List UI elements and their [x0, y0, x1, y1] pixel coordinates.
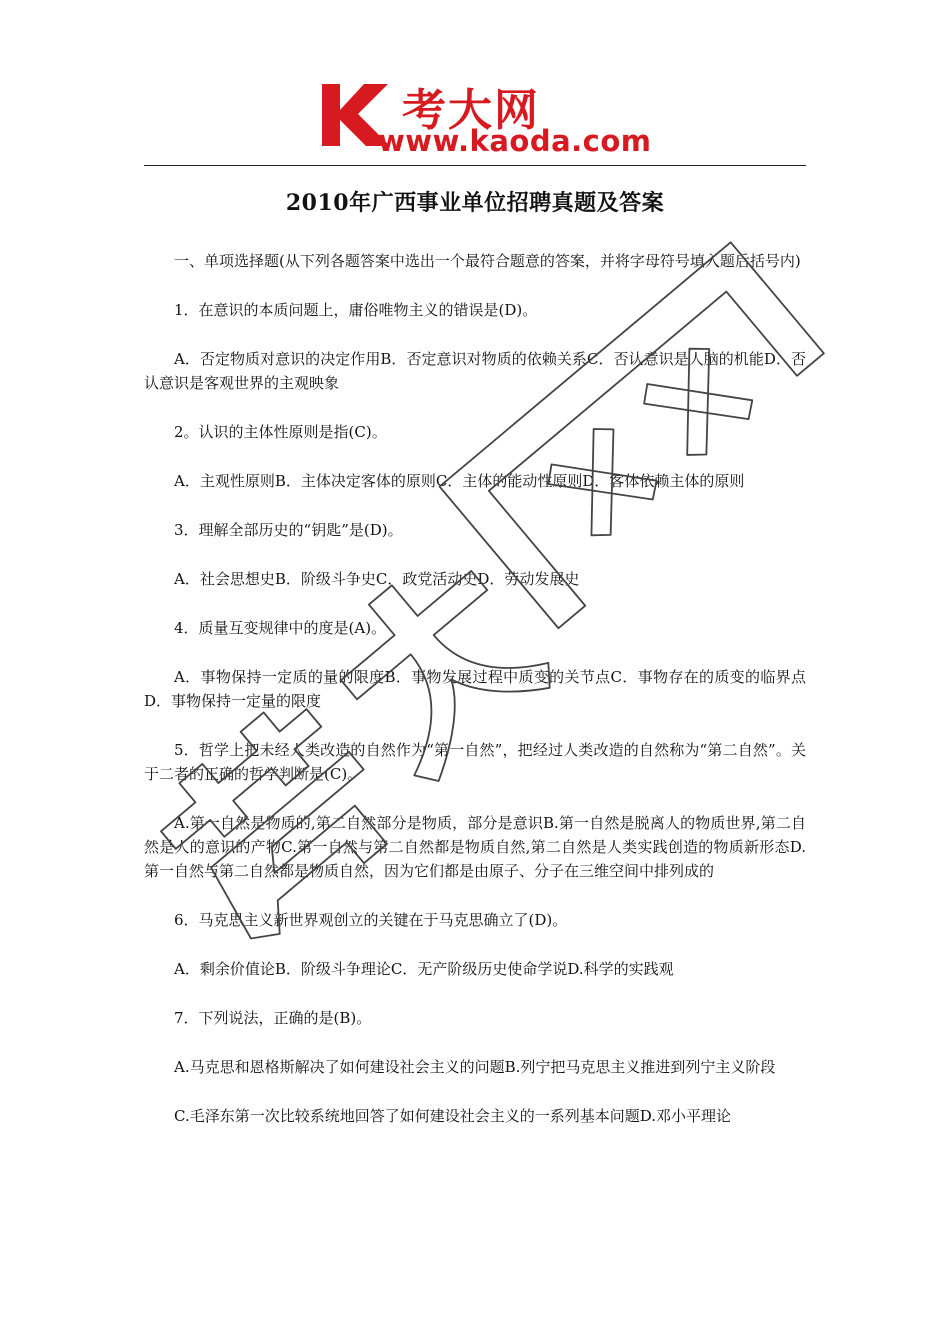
options-7a: A.马克思和恩格斯解决了如何建设社会主义的问题B.列宁把马克思主义推进到列宁主义阶段	[174, 1058, 776, 1076]
section-heading: 一、单项选择题(从下列各题答案中选出一个最符合题意的答案，并将字母符号填入题后括号内)	[174, 252, 801, 270]
options-1: A．否定物质对意识的决定作用B．否定意识对物质的依赖关系C．否认意识是人脑的机能D．否认意识是客观世界的主观映象	[144, 350, 806, 392]
question-4: 4．质量互变规律中的度是(A)。	[174, 619, 387, 637]
options-2: A．主观性原则B．主体决定客体的原则C．主体的能动性原则D．客体依赖主体的原则	[174, 472, 745, 490]
question-6: 6．马克思主义新世界观创立的关键在于马克思确立了(D)。	[174, 911, 568, 929]
question-2: 2。认识的主体性原则是指(C)。	[174, 423, 387, 441]
question-7: 7．下列说法，正确的是(B)。	[174, 1009, 372, 1027]
kaoda-logo	[318, 78, 658, 160]
options-4: A．事物保持一定质的量的限度B．事物发展过程中质变的关节点C．事物存在的质变的临界点D．事物保持一定量的限度	[144, 668, 806, 710]
document-body	[144, 249, 806, 1153]
logo-url: www.kaoda.com	[378, 124, 652, 158]
options-6: A．剩余价值论B．阶级斗争理论C．无产阶级历史使命学说D.科学的实践观	[174, 960, 674, 978]
document-title: 2010年广西事业单位招聘真题及答案	[285, 190, 665, 216]
options-7b: C.毛泽东第一次比较系统地回答了如何建设社会主义的一系列基本问题D.邓小平理论	[174, 1107, 731, 1125]
options-3: A．社会思想史B．阶级斗争史C．政党活动史D．劳动发展史	[174, 570, 580, 588]
question-1: 1．在意识的本质问题上，庸俗唯物主义的错误是(D)。	[174, 301, 538, 319]
question-5: 5．哲学上把未经人类改造的自然作为“第一自然”，把经过人类改造的自然称为“第二自然”。关于二者的正确的哲学判断是(C)。	[144, 741, 806, 783]
header-divider	[144, 165, 806, 166]
question-3: 3．理解全部历史的“钥匙”是(D)。	[174, 521, 403, 539]
options-5: A.第一自然是物质的,第二自然部分是物质，部分是意识B.第一自然是脱离人的物质世界,第二自然是人的意识的产物C.第一自然与第二自然都是物质自然,第二自然是人类实践创造的物质新形态D.第一自然与第二自然都是物质自然，因为它们都是由原子、分子在三维空间中排列成的	[144, 814, 806, 880]
logo-brand-name: 考大网	[402, 85, 540, 136]
